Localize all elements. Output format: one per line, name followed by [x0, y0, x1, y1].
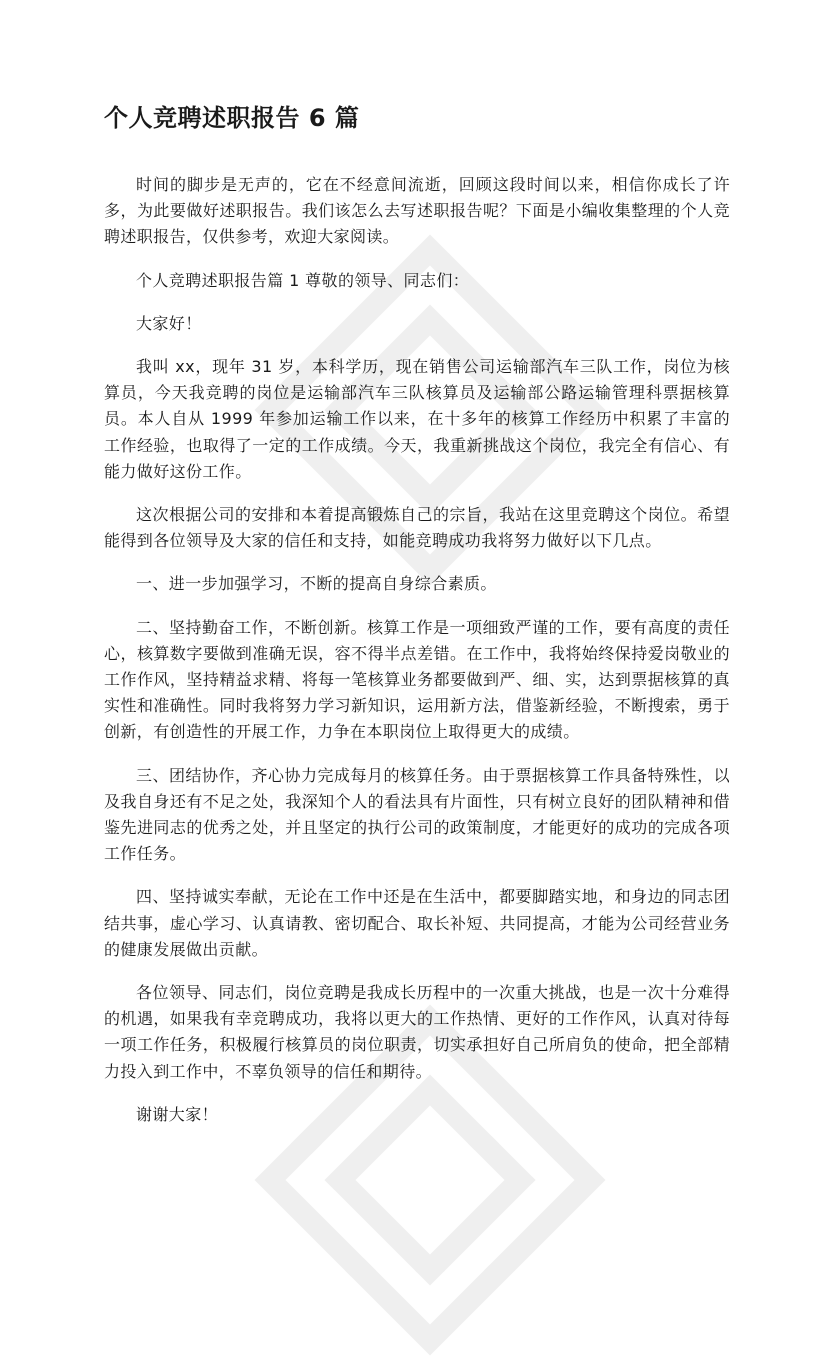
document-page: [104, 98, 730, 1145]
paragraph-point-2: 二、坚持勤奋工作，不断创新。核算工作是一项细致严谨的工作，要有高度的责任心，核算数字要做到准确无误，容不得半点差错。在工作中，我将始终保持爱岗敬业的工作作风，坚持精益求精、将每一笔核算业务都要做到严、细、实，达到票据核算的真实性和准确性。同时我将努力学习新知识，运用新方法，借鉴新经验，不断搜索，勇于创新，有创造性的开展工作，力争在本职岗位上取得更大的成绩。: [104, 617, 730, 742]
paragraph-thanks: 谢谢大家！: [136, 1104, 219, 1124]
document-title: 个人竞聘述职报告 6 篇: [104, 104, 360, 132]
paragraph-point-4: 四、坚持诚实奉献，无论在工作中还是在生活中，都要脚踏实地，和身边的同志团结共事，虚心学习、认真请教、密切配合、取长补短、共同提高，才能为公司经营业务的健康发展做出贡献。: [104, 887, 730, 959]
paragraph-purpose: 这次根据公司的安排和本着提高锻炼自己的宗旨，我站在这里竞聘这个岗位。希望能得到各位领导及大家的信任和支持，如能竞聘成功我将努力做好以下几点。: [104, 505, 730, 551]
paragraph-self-intro: 我叫 xx，现年 31 岁，本科学历，现在销售公司运输部汽车三队工作，岗位为核算员，今天我竞聘的岗位是运输部汽车三队核算员及运输部公路运输管理科票据核算员。本人自从 1999 年参加运输工作以来，在十多年的核算工作经历中积累了丰富的工作经验，也取得了一定的工作成绩。今天，我重新挑战这个岗位，我完全有信心、有能力做好这份工作。: [104, 357, 730, 481]
paragraph-intro: 时间的脚步是无声的，它在不经意间流逝，回顾这段时间以来，相信你成长了许多，为此要做好述职报告。我们该怎么去写述职报告呢？下面是小编收集整理的个人竞聘述职报告，仅供参考，欢迎大家阅读。: [104, 175, 730, 247]
paragraph-heading-1: 个人竞聘述职报告篇 1 尊敬的领导、同志们：: [136, 270, 470, 290]
paragraph-greeting: 大家好！: [136, 313, 202, 333]
paragraph-point-3: 三、团结协作，齐心协力完成每月的核算任务。由于票据核算工作具备特殊性，以及我自身还有不足之处，我深知个人的看法具有片面性，只有树立良好的团队精神和借鉴先进同志的优秀之处，并且坚定的执行公司的政策制度，才能更好的成功的完成各项工作任务。: [104, 765, 730, 864]
paragraph-closing: 各位领导、同志们，岗位竞聘是我成长历程中的一次重大挑战，也是一次十分难得的机遇，如果我有幸竞聘成功，我将以更大的工作热情、更好的工作作风，认真对待每一项工作任务，积极履行核算员的岗位职责，切实承担好自己所肩负的使命，把全部精力投入到工作中，不辜负领导的信任和期待。: [104, 983, 730, 1081]
paragraph-point-1: 一、进一步加强学习，不断的提高自身综合素质。: [136, 574, 497, 594]
